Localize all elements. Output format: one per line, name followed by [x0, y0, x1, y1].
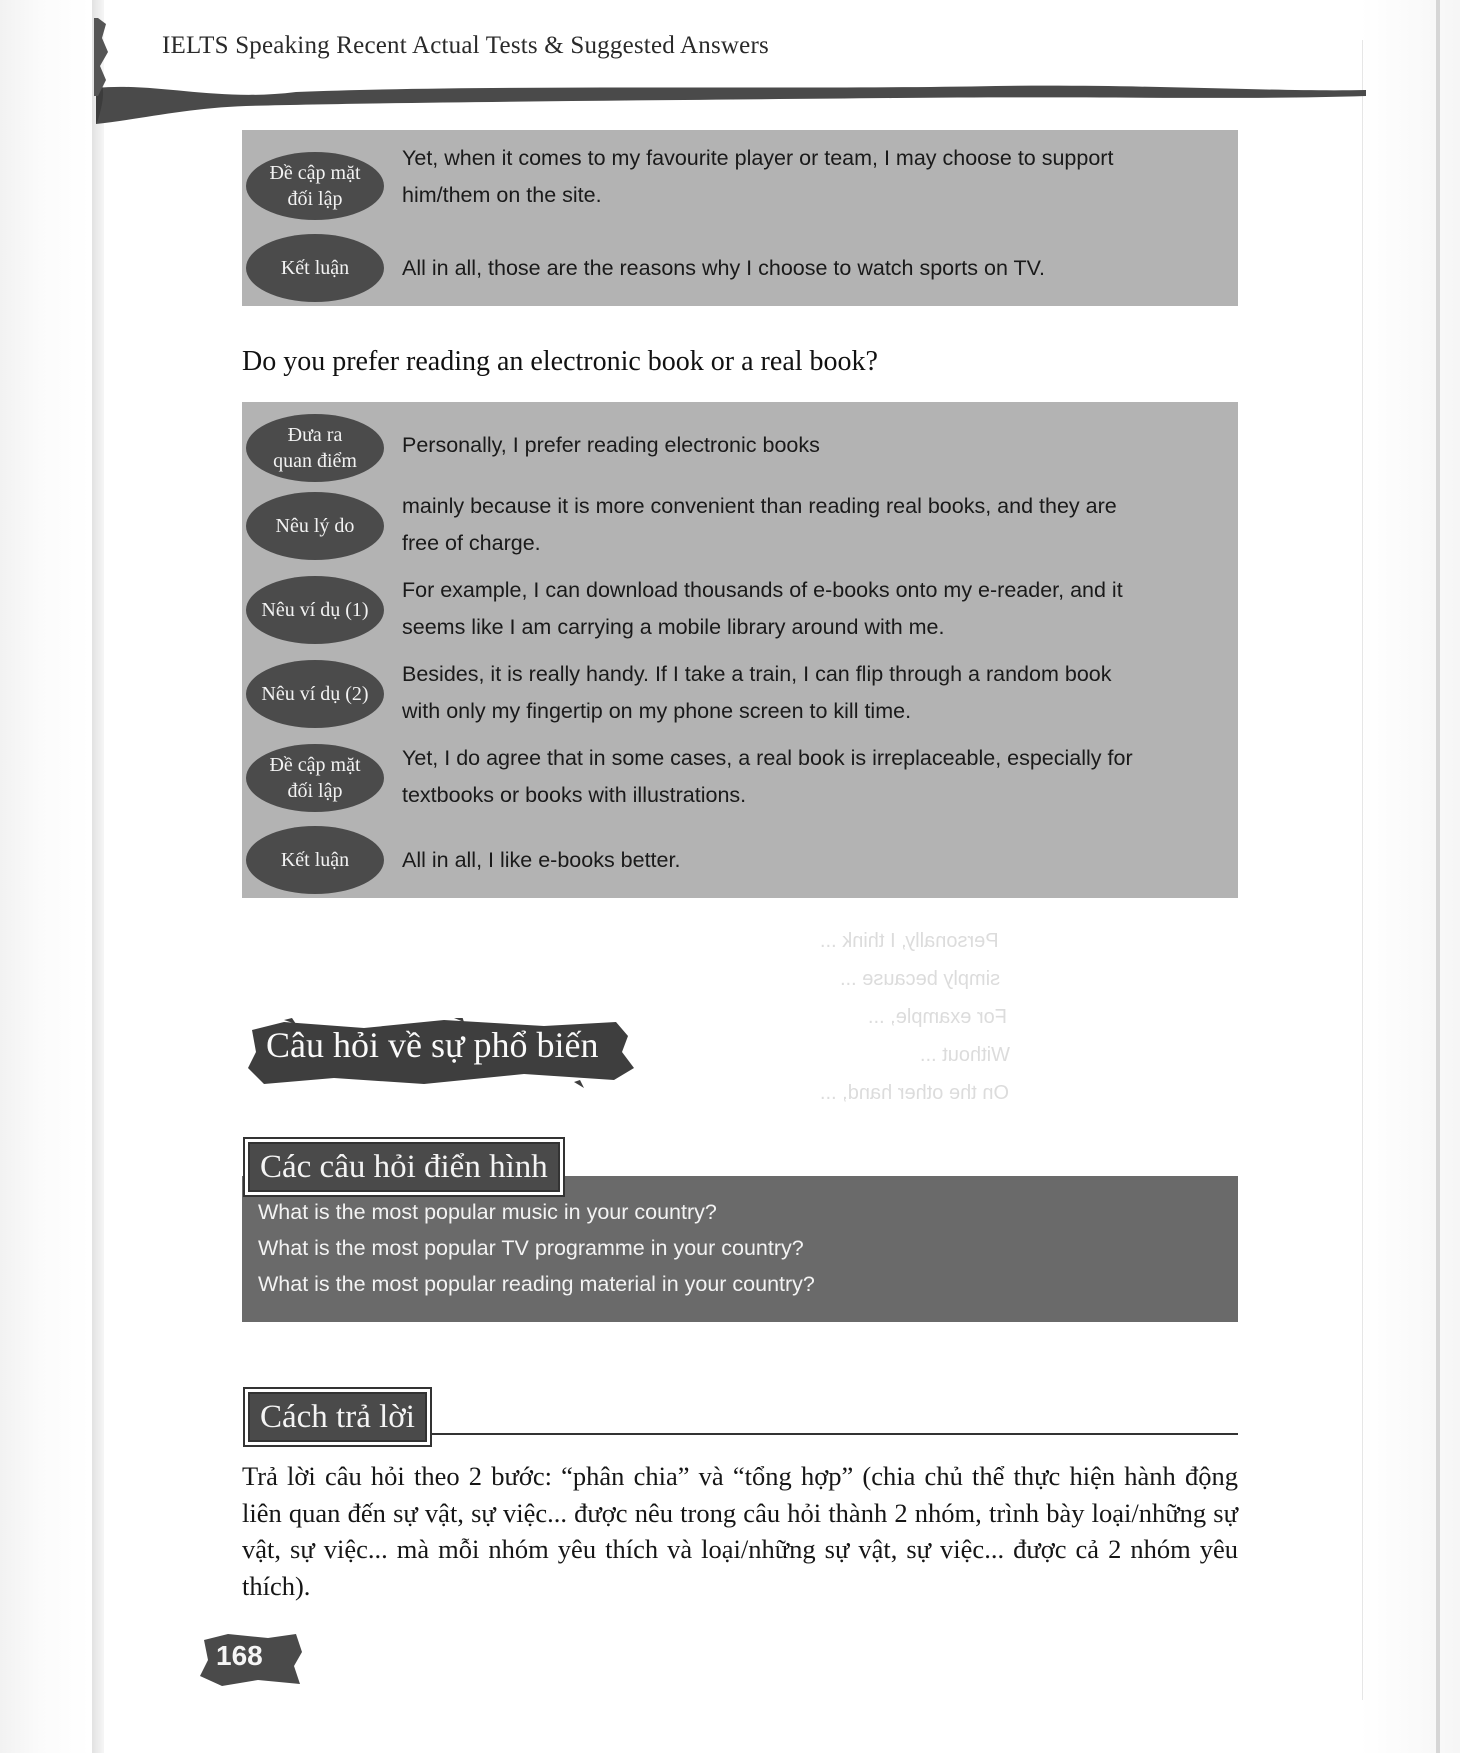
step-tag-label: Nêu ví dụ (1) — [261, 599, 369, 621]
heading-rule — [432, 1433, 1238, 1435]
answer-text — [402, 572, 1214, 646]
answer-text — [402, 842, 1214, 879]
answer-text — [402, 250, 1214, 287]
typical-questions-heading: Các câu hỏi điển hình — [248, 1142, 560, 1192]
bleed-through-text: simply because ... — [840, 968, 1001, 990]
typical-question: What is the most popular TV programme in your country? — [258, 1236, 804, 1260]
step-tag-label: Kết luận — [280, 849, 350, 871]
answer-line: free of charge. — [402, 531, 541, 555]
answer-text — [402, 656, 1214, 730]
header-brush-stroke — [96, 80, 1366, 124]
answer-text — [402, 488, 1214, 562]
answer-line: Personally, I prefer reading electronic books — [402, 433, 820, 457]
step-tag-label: Nêu lý do — [275, 515, 355, 537]
step-tag-label: Nêu ví dụ (2) — [261, 683, 369, 705]
step-tag-pill — [246, 492, 384, 560]
step-tag-label: Đề cập mặt đối lập — [269, 754, 361, 802]
answer-line: textbooks or books with illustrations. — [402, 783, 747, 807]
answer-line: Besides, it is really handy. If I take a train, I can flip through a random book — [402, 662, 1112, 686]
answer-line: All in all, those are the reasons why I choose to watch sports on TV. — [402, 256, 1045, 280]
binding-shadow — [92, 0, 104, 1753]
bleed-through-text: Personally, I think ... — [820, 930, 999, 952]
answer-text — [402, 140, 1214, 214]
typical-question: What is the most popular reading material in your country? — [258, 1272, 815, 1296]
step-tag-label: Đưa ra quan điểm — [273, 424, 357, 472]
step-tag-pill — [246, 234, 384, 302]
answer-line: with only my fingertip on my phone screen to kill time. — [402, 699, 912, 723]
running-header: IELTS Speaking Recent Actual Tests & Suggested Answers — [162, 32, 769, 59]
question-heading: Do you prefer reading an electronic book or a real book? — [242, 346, 878, 377]
answer-line: Yet, I do agree that in some cases, a real book is irreplaceable, especially for — [402, 746, 1133, 770]
bleed-through-text: For example, ... — [868, 1006, 1007, 1028]
step-tag-pill — [246, 414, 384, 482]
how-to-answer-paragraph: Trả lời câu hỏi theo 2 bước: “phân chia” và “tổng hợp” (chia chủ thể thực hiện hành động liên quan đến sự vật, sự việc... được nêu trong câu hỏi thành 2 nhóm, trình bày loại/những sự vật, sự việc... mà mỗi nhóm yêu thích và loại/những sự vật, sự việc... được cả 2 nhóm yêu thích). — [242, 1461, 1238, 1601]
answer-line: For example, I can download thousands of e-books onto my e-reader, and it — [402, 578, 1123, 602]
page-margin-line — [1362, 40, 1363, 1700]
step-tag-pill — [246, 826, 384, 894]
answer-line: All in all, I like e-books better. — [402, 848, 681, 872]
answer-text — [402, 427, 1214, 464]
answer-panel-ebook — [242, 402, 1238, 898]
page-edge — [1436, 0, 1440, 1753]
typical-question: What is the most popular music in your country? — [258, 1200, 717, 1224]
section-title: Câu hỏi về sự phổ biến — [266, 1025, 599, 1065]
answer-panel-previous — [242, 130, 1238, 306]
step-tag-pill — [246, 660, 384, 728]
step-tag-label: Đề cập mặt đối lập — [269, 162, 361, 210]
answer-text — [402, 740, 1214, 814]
answer-line: mainly because it is more convenient than reading real books, and they are — [402, 494, 1117, 518]
answer-line: him/them on the site. — [402, 183, 602, 207]
bleed-through-text: On the other hand, ... — [820, 1082, 1010, 1104]
answer-row — [242, 230, 1238, 306]
step-tag-pill — [246, 576, 384, 644]
page-number: 168 — [216, 1640, 263, 1671]
how-to-answer-heading: Cách trả lời — [248, 1392, 427, 1442]
step-tag-label: Kết luận — [280, 257, 350, 279]
bleed-through-text: Without ... — [920, 1044, 1011, 1066]
spine-ornament-icon — [94, 18, 116, 96]
step-tag-pill — [246, 152, 384, 220]
answer-line: seems like I am carrying a mobile library around with me. — [402, 615, 945, 639]
step-tag-pill — [246, 744, 384, 812]
answer-line: Yet, when it comes to my favourite player or team, I may choose to support — [402, 146, 1114, 170]
